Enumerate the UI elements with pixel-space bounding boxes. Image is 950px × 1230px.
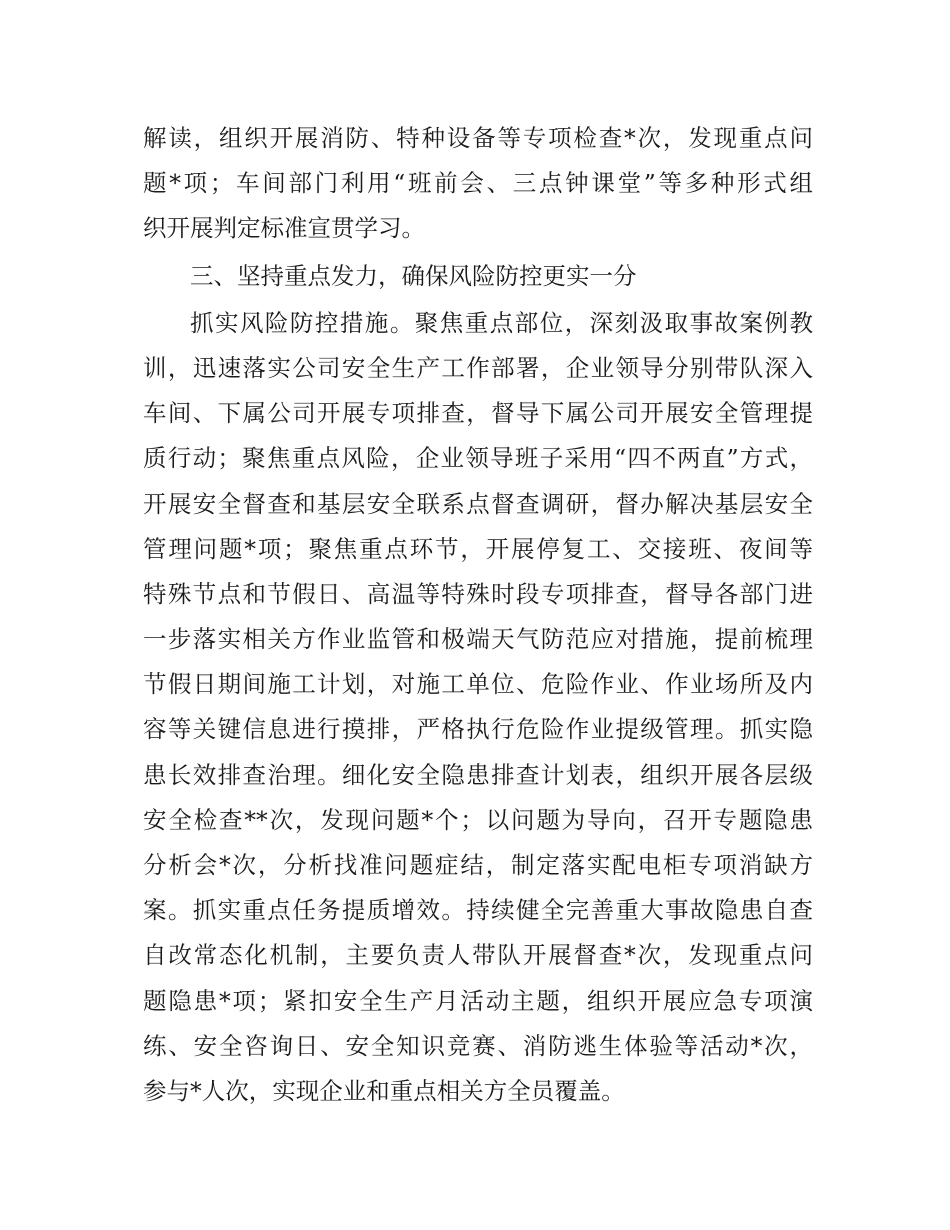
paragraph-line: 分析会*次，分析找准问题症结，制定落实配电柜专项消缺方	[143, 851, 813, 879]
paragraph-line: 质行动；聚焦重点风险，企业领导班子采用“四不两直”方式，	[143, 444, 813, 473]
paragraph-line: 练、安全咨询日、安全知识竞赛、消防逃生体验等活动*次，	[143, 1031, 813, 1060]
paragraph-line: 题隐患*项；紧扣安全生产月活动主题，组织开展应急专项演	[143, 986, 813, 1015]
paragraph-line: 患长效排查治理。细化安全隐患排查计划表，组织开展各层级	[143, 760, 813, 789]
paragraph-line: 管理问题*项；聚焦重点环节，开展停复工、交接班、夜间等	[143, 534, 813, 563]
paragraph-line: 自改常态化机制，主要负责人带队开展督查*次，发现重点问	[143, 941, 813, 970]
paragraph-line: 车间、下属公司开展专项排查，督导下属公司开展安全管理提	[143, 399, 813, 428]
paragraph-line: 安全检查**次，发现问题*个；以问题为导向，召开专题隐患	[143, 805, 813, 834]
section-heading: 三、坚持重点发力，确保风险防控更实一分	[190, 261, 637, 290]
paragraph-line: 特殊节点和节假日、高温等特殊时段专项排查，督导各部门进	[143, 579, 813, 608]
paragraph-line: 案。抓实重点任务提质增效。持续健全完善重大事故隐患自查	[143, 896, 813, 925]
paragraph-line: 训，迅速落实公司安全生产工作部署，企业领导分别带队深入	[143, 353, 813, 382]
intro-paragraph	[143, 116, 813, 252]
body-paragraph	[143, 301, 813, 1114]
paragraph-line: 节假日期间施工计划，对施工单位、危险作业、作业场所及内	[143, 670, 813, 699]
document-body	[143, 116, 813, 1114]
paragraph-line: 一步落实相关方作业监管和极端天气防范应对措施，提前梳理	[143, 625, 813, 654]
paragraph-line: 解读，组织开展消防、特种设备等专项检查*次，发现重点问	[143, 124, 813, 152]
paragraph-line: 抓实风险防控措施。聚焦重点部位，深刻汲取事故案例教	[190, 308, 813, 337]
paragraph-line: 织开展判定标准宣贯学习。	[143, 214, 425, 243]
paragraph-line: 开展安全督查和基层安全联系点督查调研，督办解决基层安全	[143, 489, 813, 518]
paragraph-line: 题*项；车间部门利用“班前会、三点钟课堂”等多种形式组	[143, 169, 813, 198]
paragraph-line: 参与*人次，实现企业和重点相关方全员覆盖。	[143, 1076, 625, 1105]
paragraph-line: 容等关键信息进行摸排，严格执行危险作业提级管理。抓实隐	[143, 715, 813, 744]
